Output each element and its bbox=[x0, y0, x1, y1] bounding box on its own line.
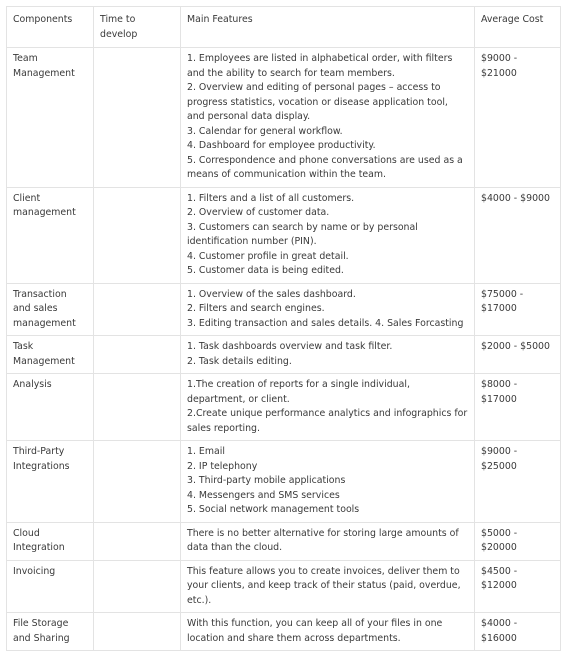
cell-time-to-develop bbox=[94, 374, 181, 441]
feature-line: 2.Create unique performance analytics and infographics for sales reporting. bbox=[187, 408, 468, 434]
header-row bbox=[7, 7, 561, 48]
feature-line: 5. Customer data is being edited. bbox=[187, 265, 344, 276]
feature-line: 5. Social network management tools bbox=[187, 504, 360, 515]
cell-average-cost: $75000 - $17000 bbox=[475, 283, 561, 336]
feature-line: 1. Email bbox=[187, 446, 225, 457]
header-time-to-develop: Time to develop bbox=[94, 7, 181, 48]
components-table bbox=[6, 6, 561, 651]
table-row bbox=[7, 374, 561, 441]
table-row bbox=[7, 336, 561, 374]
table-row bbox=[7, 560, 561, 613]
cell-main-features bbox=[181, 187, 475, 283]
feature-line: 4. Customer profile in great detail. bbox=[187, 250, 349, 262]
table-row bbox=[7, 441, 561, 523]
cell-time-to-develop bbox=[94, 187, 181, 283]
feature-line: 2. Task details editing. bbox=[187, 355, 292, 367]
cell-average-cost: $2000 - $5000 bbox=[475, 336, 561, 374]
feature-line: 1. Employees are listed in alphabetical order, with filters and the ability to search for team members. bbox=[187, 53, 453, 79]
feature-line: 1. Filters and a list of all customers. bbox=[187, 192, 355, 204]
cell-average-cost: $8000 - $17000 bbox=[475, 374, 561, 441]
cell-time-to-develop bbox=[94, 560, 181, 613]
feature-line: 4. Messengers and SMS services bbox=[187, 489, 340, 501]
table-row bbox=[7, 522, 561, 560]
cell-main-features bbox=[181, 522, 475, 560]
table-row bbox=[7, 283, 561, 336]
cell-main-features bbox=[181, 336, 475, 374]
feature-line: 3. Editing transaction and sales details. 4. Sales Forcasting bbox=[187, 317, 464, 329]
header-main-features: Main Features bbox=[181, 7, 475, 48]
header-average-cost: Average Cost bbox=[475, 7, 561, 48]
feature-line: 2. Overview of customer data. bbox=[187, 207, 330, 218]
feature-line: 4. Dashboard for employee productivity. bbox=[187, 140, 376, 151]
cell-average-cost: $4000 - $9000 bbox=[475, 187, 561, 283]
table-row bbox=[7, 613, 561, 651]
cell-component: Analysis bbox=[7, 374, 94, 441]
table-row bbox=[7, 187, 561, 283]
cell-component: Cloud Integration bbox=[7, 522, 94, 560]
cell-average-cost: $4000 - $16000 bbox=[475, 613, 561, 651]
cell-component: Client management bbox=[7, 187, 94, 283]
feature-line: This feature allows you to create invoices, deliver them to your clients, and keep track of their status (paid, overdue, etc.). bbox=[187, 565, 461, 606]
table-body bbox=[7, 48, 561, 651]
feature-line: 1. Task dashboards overview and task filter. bbox=[187, 341, 393, 352]
feature-line: 5. Correspondence and phone conversations are used as a means of communication within the team. bbox=[187, 154, 463, 180]
page bbox=[6, 6, 560, 651]
cell-time-to-develop bbox=[94, 336, 181, 374]
cell-average-cost: $9000 - $21000 bbox=[475, 48, 561, 188]
cell-main-features bbox=[181, 613, 475, 651]
cell-average-cost: $9000 - $25000 bbox=[475, 441, 561, 523]
feature-line: 2. Filters and search engines. bbox=[187, 303, 325, 314]
cell-main-features bbox=[181, 48, 475, 188]
cell-component: Third-Party Integrations bbox=[7, 441, 94, 523]
cell-component: Task Management bbox=[7, 336, 94, 374]
cell-main-features bbox=[181, 283, 475, 336]
cell-component: Team Management bbox=[7, 48, 94, 188]
cell-time-to-develop bbox=[94, 522, 181, 560]
cell-time-to-develop bbox=[94, 441, 181, 523]
cell-average-cost: $4500 - $12000 bbox=[475, 560, 561, 613]
feature-line: 3. Third-party mobile applications bbox=[187, 475, 346, 486]
table-row bbox=[7, 48, 561, 188]
cell-component: Transaction and sales management bbox=[7, 283, 94, 336]
header-components: Components bbox=[7, 7, 94, 48]
feature-line: There is no better alternative for storing large amounts of data than the cloud. bbox=[187, 527, 459, 553]
feature-line: 3. Calendar for general workflow. bbox=[187, 125, 343, 137]
feature-line: With this function, you can keep all of your files in one location and share them across departments. bbox=[187, 618, 443, 644]
cell-main-features bbox=[181, 374, 475, 441]
feature-line: 1. Overview of the sales dashboard. bbox=[187, 288, 356, 300]
cell-time-to-develop bbox=[94, 613, 181, 651]
cell-time-to-develop bbox=[94, 48, 181, 188]
feature-line: 2. IP telephony bbox=[187, 460, 258, 472]
cell-component: File Storage and Sharing bbox=[7, 613, 94, 651]
feature-line: 2. Overview and editing of personal pages – access to progress statistics, vocation or disease application tool, and personal data display. bbox=[187, 82, 448, 122]
feature-line: 3. Customers can search by name or by personal identification number (PIN). bbox=[187, 221, 418, 247]
cell-component: Invoicing bbox=[7, 560, 94, 613]
cell-main-features bbox=[181, 560, 475, 613]
cell-main-features bbox=[181, 441, 475, 523]
feature-line: 1.The creation of reports for a single individual, department, or client. bbox=[187, 379, 410, 405]
cell-time-to-develop bbox=[94, 283, 181, 336]
table-header bbox=[7, 7, 561, 48]
cell-average-cost: $5000 - $20000 bbox=[475, 522, 561, 560]
